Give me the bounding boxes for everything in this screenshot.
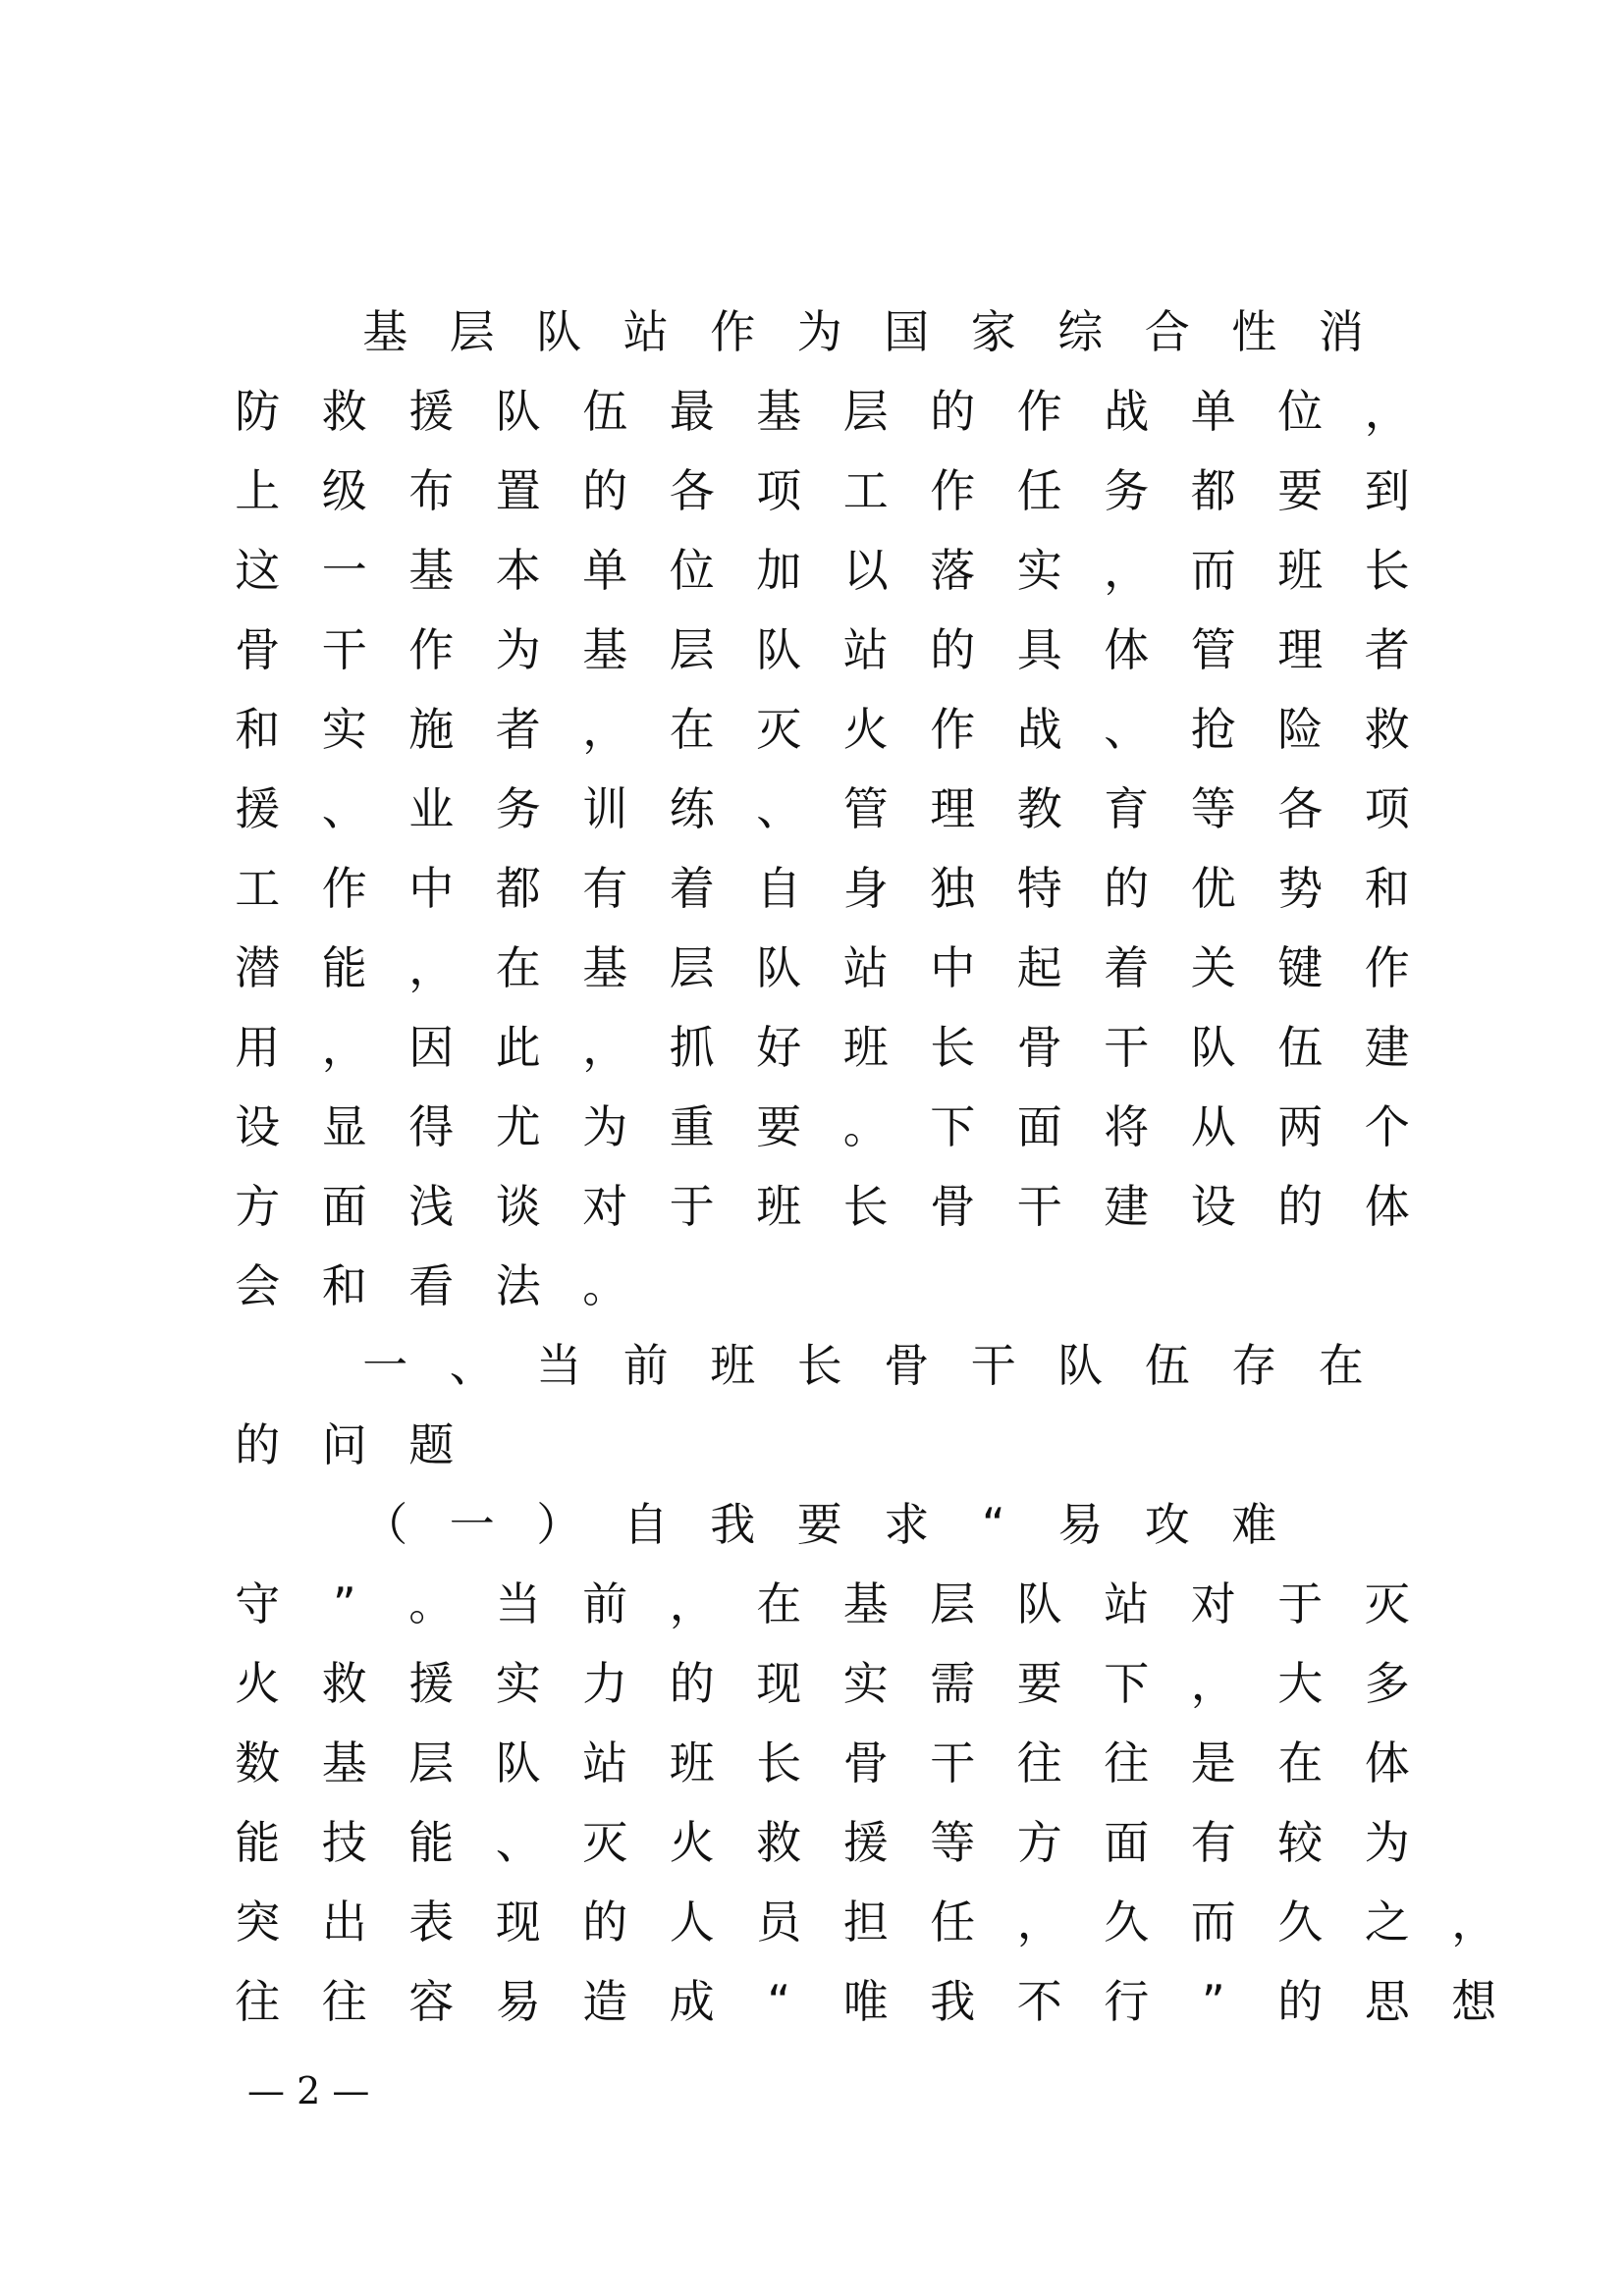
text-line: 上 级 布 置 的 各 项 工 作 任 务 都 要 到 bbox=[235, 464, 1410, 517]
text-line: 潜 能 ， 在 基 层 队 站 中 起 着 关 键 作 bbox=[235, 941, 1410, 994]
text-line: 工 作 中 都 有 着 自 身 独 特 的 优 势 和 bbox=[235, 862, 1410, 915]
text-line: 基 层 队 站 作 为 国 家 综 合 性 消 bbox=[362, 305, 1364, 358]
text-line: 用 ， 因 此 ， 抓 好 班 长 骨 干 队 伍 建 bbox=[235, 1021, 1410, 1074]
text-line: 防 救 援 队 伍 最 基 层 的 作 战 单 位 ， bbox=[235, 385, 1410, 438]
text-line: 能 技 能 、 灭 火 救 援 等 方 面 有 较 为 bbox=[235, 1816, 1410, 1869]
text-line: 援 、 业 务 训 练 、 管 理 教 育 等 各 项 bbox=[235, 782, 1410, 835]
text-line: 设 显 得 尤 为 重 要 。 下 面 将 从 两 个 bbox=[235, 1100, 1410, 1153]
text-line: 和 实 施 者 ， 在 灭 火 作 战 、 抢 险 救 bbox=[235, 703, 1410, 756]
text-line: 这 一 基 本 单 位 加 以 落 实 ， 而 班 长 bbox=[235, 544, 1410, 597]
text-line: 往 往 容 易 造 成 “ 唯 我 不 行 ” 的 思 想 bbox=[235, 1975, 1497, 2028]
text-line: 守 ” 。 当 前 ， 在 基 层 队 站 对 于 灭 bbox=[235, 1577, 1410, 1630]
text-line: 会 和 看 法 。 bbox=[235, 1259, 628, 1312]
text-line: 火 救 援 实 力 的 现 实 需 要 下 ， 大 多 bbox=[235, 1657, 1410, 1710]
text-line: 数 基 层 队 站 班 长 骨 干 往 往 是 在 体 bbox=[235, 1736, 1410, 1789]
text-line: 突 出 表 现 的 人 员 担 任 ， 久 而 久 之 ， bbox=[235, 1896, 1497, 1949]
section-heading: 的 问 题 bbox=[235, 1418, 455, 1471]
subsection-heading: （ 一 ） 自 我 要 求 “ 易 攻 难 bbox=[362, 1498, 1277, 1551]
section-heading: 一 、 当 前 班 长 骨 干 队 伍 存 在 bbox=[362, 1339, 1364, 1392]
text-line: 骨 干 作 为 基 层 队 站 的 具 体 管 理 者 bbox=[235, 623, 1410, 676]
page-number: — 2 — bbox=[247, 2069, 370, 2112]
text-line: 方 面 浅 谈 对 于 班 长 骨 干 建 设 的 体 bbox=[235, 1180, 1410, 1233]
